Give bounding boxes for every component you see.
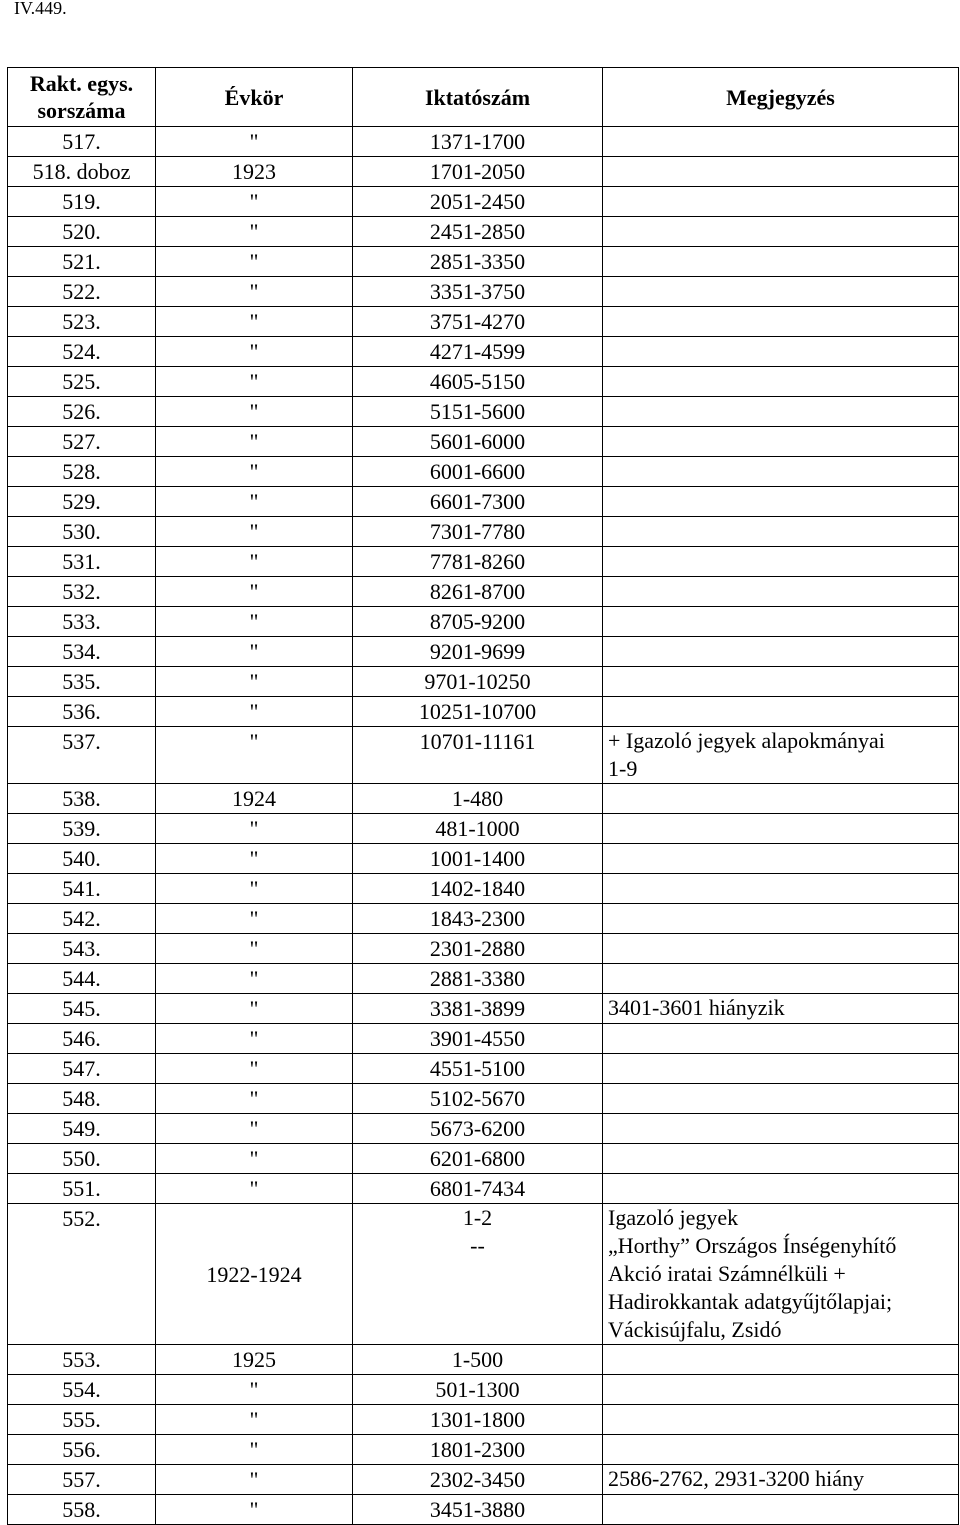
registration-number-cell: 2301-2880	[353, 934, 603, 964]
table-row	[8, 1204, 959, 1345]
year-cell: "	[156, 727, 353, 784]
year-cell: "	[156, 697, 353, 727]
table-row	[8, 337, 959, 367]
registration-number-cell: 3751-4270	[353, 307, 603, 337]
unit-number-cell: 537.	[8, 727, 156, 784]
note-cell	[603, 427, 959, 457]
unit-number-cell: 555.	[8, 1405, 156, 1435]
unit-number-cell: 545.	[8, 994, 156, 1024]
note-cell	[603, 247, 959, 277]
table-row	[8, 1144, 959, 1174]
note-line: Akció iratai Számnélküli +	[608, 1261, 846, 1286]
unit-number-cell: 533.	[8, 607, 156, 637]
registration-number-cell: 2302-3450	[353, 1465, 603, 1495]
note-cell	[603, 1174, 959, 1204]
unit-number-cell: 536.	[8, 697, 156, 727]
note-cell	[603, 127, 959, 157]
unit-number-cell: 534.	[8, 637, 156, 667]
unit-number-cell: 557.	[8, 1465, 156, 1495]
registration-number-cell: 1001-1400	[353, 844, 603, 874]
table-body	[8, 127, 959, 1525]
table-row	[8, 457, 959, 487]
note-cell	[603, 1054, 959, 1084]
year-cell: "	[156, 1174, 353, 1204]
year-cell: "	[156, 667, 353, 697]
registration-number-cell: 1-500	[353, 1345, 603, 1375]
year-cell: "	[156, 307, 353, 337]
unit-number-cell: 553.	[8, 1345, 156, 1375]
year-cell: "	[156, 457, 353, 487]
year-cell: "	[156, 1084, 353, 1114]
unit-number-cell: 531.	[8, 547, 156, 577]
table-row	[8, 217, 959, 247]
year-cell: "	[156, 1465, 353, 1495]
note-cell	[603, 487, 959, 517]
note-cell	[603, 1114, 959, 1144]
table-row	[8, 187, 959, 217]
year-cell: "	[156, 814, 353, 844]
header-registration-number: Iktatószám	[353, 68, 603, 127]
table-row	[8, 367, 959, 397]
registration-number-cell: 5673-6200	[353, 1114, 603, 1144]
note-cell	[603, 187, 959, 217]
registration-number-cell: 5102-5670	[353, 1084, 603, 1114]
registration-number-cell: 2051-2450	[353, 187, 603, 217]
table-header	[8, 68, 959, 127]
note-cell	[603, 157, 959, 187]
note-cell	[603, 1345, 959, 1375]
table-row	[8, 1465, 959, 1495]
unit-number-cell: 528.	[8, 457, 156, 487]
unit-number-cell: 552.	[8, 1204, 156, 1345]
unit-number-cell: 520.	[8, 217, 156, 247]
table-row	[8, 667, 959, 697]
registration-number-cell: 8261-8700	[353, 577, 603, 607]
header-note: Megjegyzés	[603, 68, 959, 127]
registration-number-cell: 6001-6600	[353, 457, 603, 487]
note-line: Igazoló jegyek	[608, 1205, 739, 1230]
unit-number-cell: 530.	[8, 517, 156, 547]
year-cell: 1922-1924	[156, 1204, 353, 1345]
year-cell: "	[156, 607, 353, 637]
table-row	[8, 934, 959, 964]
registration-number-cell: 6801-7434	[353, 1174, 603, 1204]
unit-number-cell: 558.	[8, 1495, 156, 1525]
registration-number-cell: 481-1000	[353, 814, 603, 844]
year-cell: 1923	[156, 157, 353, 187]
note-cell	[603, 1405, 959, 1435]
registration-number-cell: 501-1300	[353, 1375, 603, 1405]
year-cell: "	[156, 487, 353, 517]
year-cell: "	[156, 217, 353, 247]
unit-number-cell: 550.	[8, 1144, 156, 1174]
table-row	[8, 1345, 959, 1375]
year-cell: 1924	[156, 784, 353, 814]
header-unit-number	[8, 68, 156, 127]
unit-number-cell: 547.	[8, 1054, 156, 1084]
table-row	[8, 1024, 959, 1054]
table-row	[8, 904, 959, 934]
note-line: Hadirokkantak adatgyűjtőlapjai;	[608, 1289, 893, 1314]
year-cell: "	[156, 367, 353, 397]
table-row	[8, 247, 959, 277]
note-cell	[603, 667, 959, 697]
unit-number-cell: 543.	[8, 934, 156, 964]
header-year: Évkör	[156, 68, 353, 127]
table-row	[8, 277, 959, 307]
table-row	[8, 427, 959, 457]
unit-number-cell: 524.	[8, 337, 156, 367]
note-cell	[603, 517, 959, 547]
table-row	[8, 307, 959, 337]
year-cell: "	[156, 577, 353, 607]
year-cell: "	[156, 964, 353, 994]
page-reference: IV.449.	[14, 0, 67, 18]
unit-number-cell: 542.	[8, 904, 156, 934]
table-row	[8, 397, 959, 427]
unit-number-cell: 519.	[8, 187, 156, 217]
registration-number-cell: 3451-3880	[353, 1495, 603, 1525]
year-cell: "	[156, 1405, 353, 1435]
registration-number-cell: 9701-10250	[353, 667, 603, 697]
year-cell: "	[156, 874, 353, 904]
year-cell: "	[156, 187, 353, 217]
note-line: Váckisújfalu, Zsidó	[608, 1317, 782, 1342]
unit-number-cell: 549.	[8, 1114, 156, 1144]
note-cell	[603, 874, 959, 904]
note-cell	[603, 814, 959, 844]
registration-number-cell: 3351-3750	[353, 277, 603, 307]
archive-inventory-table	[7, 67, 959, 1525]
year-cell: "	[156, 127, 353, 157]
note-cell	[603, 1435, 959, 1465]
registration-number-cell: 5601-6000	[353, 427, 603, 457]
year-cell: "	[156, 397, 353, 427]
year-cell: "	[156, 844, 353, 874]
year-cell: "	[156, 934, 353, 964]
table-row	[8, 874, 959, 904]
unit-number-cell: 538.	[8, 784, 156, 814]
registration-number-cell: 1801-2300	[353, 1435, 603, 1465]
note-cell	[603, 277, 959, 307]
registration-number-cell: 2881-3380	[353, 964, 603, 994]
unit-number-cell: 544.	[8, 964, 156, 994]
unit-number-cell: 556.	[8, 1435, 156, 1465]
note-cell	[603, 904, 959, 934]
unit-number-cell: 526.	[8, 397, 156, 427]
year-cell: "	[156, 247, 353, 277]
note-cell	[603, 397, 959, 427]
unit-number-cell: 518. doboz	[8, 157, 156, 187]
note-cell	[603, 727, 959, 784]
unit-number-cell: 554.	[8, 1375, 156, 1405]
registration-number-cell: 1301-1800	[353, 1405, 603, 1435]
registration-number-cell: 10251-10700	[353, 697, 603, 727]
table-row	[8, 1375, 959, 1405]
table-row	[8, 1405, 959, 1435]
year-cell: "	[156, 1054, 353, 1084]
note-cell	[603, 697, 959, 727]
unit-number-cell: 540.	[8, 844, 156, 874]
registration-number-cell: 10701-11161	[353, 727, 603, 784]
note-cell	[603, 217, 959, 247]
table-row	[8, 1114, 959, 1144]
year-cell: 1925	[156, 1345, 353, 1375]
year-cell: "	[156, 637, 353, 667]
registration-number-cell: 3381-3899	[353, 994, 603, 1024]
note-cell	[603, 1084, 959, 1114]
table-row	[8, 517, 959, 547]
year-cell: "	[156, 547, 353, 577]
registration-number-cell: 1-480	[353, 784, 603, 814]
table-row	[8, 127, 959, 157]
table-row	[8, 727, 959, 784]
registration-number-cell: 1402-1840	[353, 874, 603, 904]
table-row	[8, 1054, 959, 1084]
note-cell	[603, 1144, 959, 1174]
table-row	[8, 844, 959, 874]
note-line: 2586-2762, 2931-3200 hiány	[608, 1466, 865, 1491]
registration-number-cell: 4551-5100	[353, 1054, 603, 1084]
note-cell	[603, 1375, 959, 1405]
year-cell: "	[156, 994, 353, 1024]
note-cell	[603, 637, 959, 667]
year-cell: "	[156, 1435, 353, 1465]
note-cell	[603, 934, 959, 964]
table-row	[8, 547, 959, 577]
year-cell: "	[156, 1375, 353, 1405]
year-cell: "	[156, 1114, 353, 1144]
registration-number-cell: 1701-2050	[353, 157, 603, 187]
year-cell: "	[156, 337, 353, 367]
table-row	[8, 637, 959, 667]
note-line: 1-9	[608, 756, 638, 781]
unit-number-cell: 527.	[8, 427, 156, 457]
note-cell	[603, 1024, 959, 1054]
unit-number-cell: 521.	[8, 247, 156, 277]
unit-number-cell: 529.	[8, 487, 156, 517]
table-row	[8, 1435, 959, 1465]
registration-number-cell: 3901-4550	[353, 1024, 603, 1054]
note-cell	[603, 784, 959, 814]
unit-number-cell: 539.	[8, 814, 156, 844]
note-line: + Igazoló jegyek alapokmányai	[608, 728, 885, 753]
registration-number-cell: 1-2 --	[353, 1204, 603, 1345]
table-row	[8, 1495, 959, 1525]
registration-number-cell: 4605-5150	[353, 367, 603, 397]
registration-number-cell: 7781-8260	[353, 547, 603, 577]
table-row	[8, 964, 959, 994]
year-cell: "	[156, 1144, 353, 1174]
note-cell	[603, 367, 959, 397]
unit-number-cell: 548.	[8, 1084, 156, 1114]
table-row	[8, 487, 959, 517]
unit-number-cell: 525.	[8, 367, 156, 397]
unit-number-cell: 517.	[8, 127, 156, 157]
note-cell	[603, 844, 959, 874]
note-cell	[603, 1495, 959, 1525]
unit-number-cell: 551.	[8, 1174, 156, 1204]
registration-number-cell: 8705-9200	[353, 607, 603, 637]
registration-number-cell: 7301-7780	[353, 517, 603, 547]
year-cell: "	[156, 277, 353, 307]
registration-number-cell: 6601-7300	[353, 487, 603, 517]
note-line: 3401-3601 hiányzik	[608, 995, 785, 1020]
note-cell	[603, 1465, 959, 1495]
unit-number-cell: 532.	[8, 577, 156, 607]
unit-number-cell: 546.	[8, 1024, 156, 1054]
registration-number-cell: 1371-1700	[353, 127, 603, 157]
table-row	[8, 697, 959, 727]
year-cell: "	[156, 1024, 353, 1054]
registration-number-cell: 1843-2300	[353, 904, 603, 934]
table-row	[8, 994, 959, 1024]
header-unit-number-line2: sorszáma	[37, 98, 126, 123]
table-row	[8, 607, 959, 637]
header-unit-number-line1: Rakt. egys.	[29, 71, 134, 96]
note-cell	[603, 307, 959, 337]
note-cell	[603, 457, 959, 487]
year-cell: "	[156, 427, 353, 457]
registration-number-cell: 5151-5600	[353, 397, 603, 427]
header-row	[8, 68, 959, 127]
year-cell: "	[156, 904, 353, 934]
note-cell	[603, 577, 959, 607]
note-cell	[603, 607, 959, 637]
note-cell	[603, 547, 959, 577]
table-row	[8, 157, 959, 187]
registration-number-cell: 4271-4599	[353, 337, 603, 367]
registration-number-cell: 6201-6800	[353, 1144, 603, 1174]
registration-number-cell: 9201-9699	[353, 637, 603, 667]
note-cell	[603, 1204, 959, 1345]
unit-number-cell: 541.	[8, 874, 156, 904]
registration-number-cell: 2851-3350	[353, 247, 603, 277]
table-row	[8, 1174, 959, 1204]
table-row	[8, 577, 959, 607]
unit-number-cell: 522.	[8, 277, 156, 307]
note-cell	[603, 964, 959, 994]
note-line: „Horthy” Országos Ínségenyhítő	[608, 1233, 897, 1258]
table-row	[8, 814, 959, 844]
note-cell	[603, 994, 959, 1024]
year-cell: "	[156, 517, 353, 547]
table-row	[8, 784, 959, 814]
note-cell	[603, 337, 959, 367]
table-row	[8, 1084, 959, 1114]
registration-number-cell: 2451-2850	[353, 217, 603, 247]
year-cell: "	[156, 1495, 353, 1525]
unit-number-cell: 523.	[8, 307, 156, 337]
unit-number-cell: 535.	[8, 667, 156, 697]
